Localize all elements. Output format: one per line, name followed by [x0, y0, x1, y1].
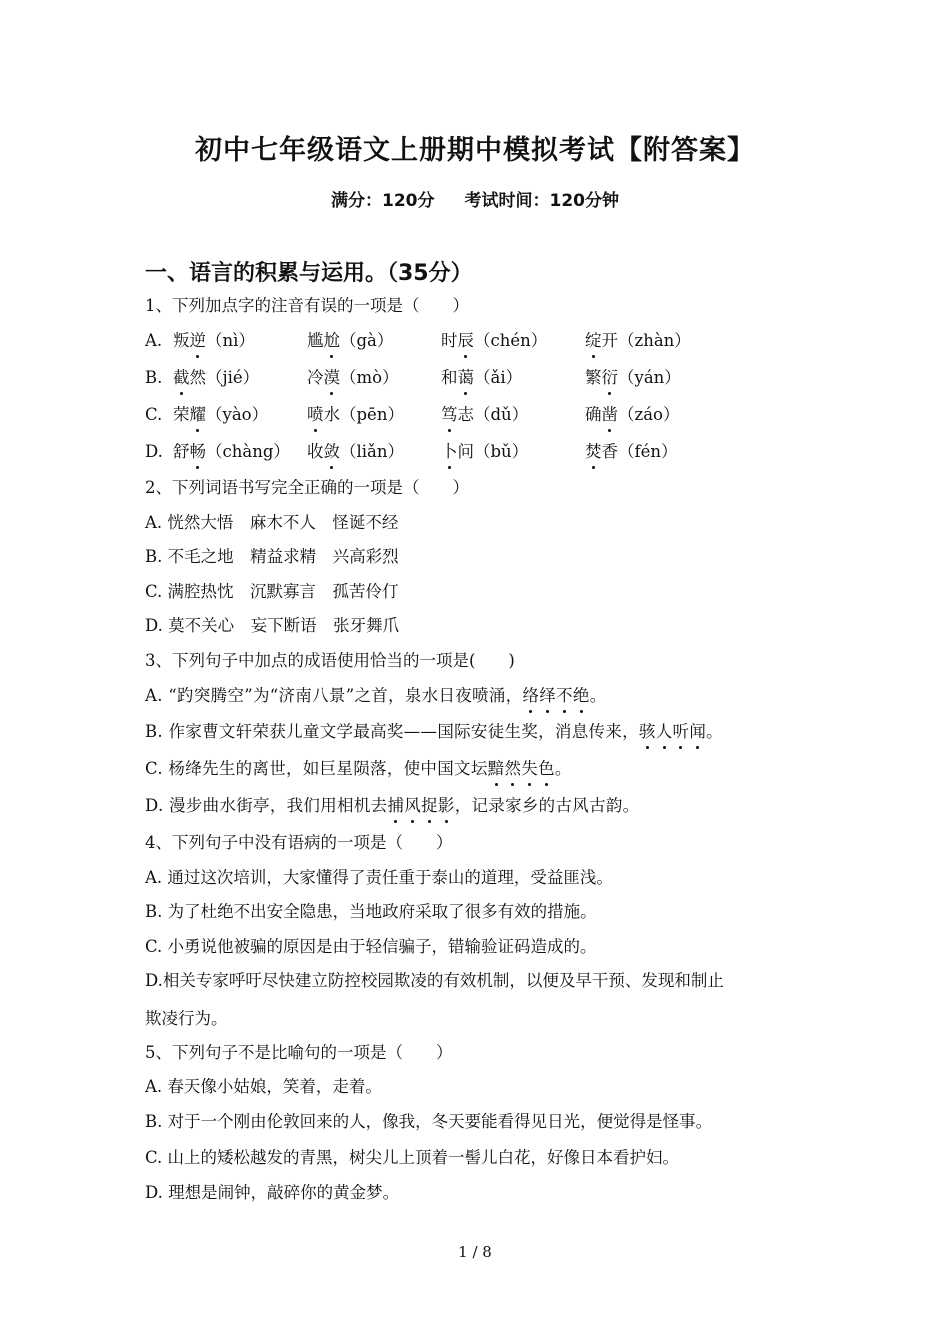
q2-stem: 2、下列词语书写完全正确的一项是（ ）: [145, 478, 469, 497]
item-text: 志（dǔ）: [457, 405, 529, 424]
item-text: 和: [441, 368, 458, 387]
q3-c-idiom: [488, 759, 555, 778]
item-text: 开（zhàn）: [601, 331, 691, 350]
item-text: （liǎn）: [340, 442, 405, 461]
dotted-char: 绎: [539, 684, 556, 708]
dotted-char: 听: [673, 720, 690, 744]
dotted-char: 凿: [602, 403, 619, 427]
dotted-char: 色: [538, 757, 555, 781]
dotted-char: 笃: [441, 403, 458, 427]
option-label: C.: [145, 405, 163, 424]
q5-option-b: B. 对于一个刚由伦敦回来的人，像我，冬天要能看得见日光，便觉得是怪事。: [145, 1112, 713, 1131]
dotted-char: 衍: [602, 366, 619, 390]
q2-option-d: D. 莫不关心 妄下断语 张牙舞爪: [145, 616, 400, 635]
q3-d-text: D. 漫步曲水街亭，我们用相机去: [145, 796, 388, 815]
dotted-char: 敛: [324, 440, 341, 464]
pinyin-item: [173, 329, 255, 353]
dotted-char: 焚: [585, 440, 602, 464]
q5-option-c: C. 山上的矮松越发的青黑，树尖儿上顶着一髻儿白花，好像日本看护妇。: [145, 1148, 680, 1167]
item-text: 尴: [307, 331, 324, 350]
item-text: 然（jié）: [189, 368, 260, 387]
dotted-char: 络: [522, 684, 539, 708]
item-text: 冷: [307, 368, 324, 387]
q5-stem: 5、下列句子不是比喻句的一项是（ ）: [145, 1043, 453, 1062]
q2-option-c: C. 满腔热忱 沉默寡言 孤苦伶仃: [145, 582, 399, 601]
item-text: 确: [585, 405, 602, 424]
q4-option-d: D.相关专家呼吁尽快建立防控校园欺凌的有效机制，以便及早干预、发现和制止: [145, 971, 724, 990]
item-text: （chén）: [474, 331, 548, 350]
q4-option-b: B. 为了杜绝不出安全隐患，当地政府采取了很多有效的措施。: [145, 902, 597, 921]
q3-a-idiom: [522, 686, 589, 705]
pinyin-item: [173, 440, 290, 464]
page-title: 初中七年级语文上册期中模拟考试【附答案】: [195, 135, 755, 166]
dotted-char: 畅: [190, 440, 207, 464]
pinyin-item: [173, 403, 268, 427]
pinyin-item: [585, 366, 681, 390]
q4-option-d-cont: 欺凌行为。: [145, 1009, 228, 1028]
dotted-char: 绝: [573, 684, 590, 708]
dotted-char: 失: [521, 757, 538, 781]
item-text: （gà）: [340, 331, 394, 350]
exam-time: 考试时间：120分钟: [464, 191, 619, 211]
dotted-char: 逆: [190, 329, 207, 353]
item-text: 时: [441, 331, 458, 350]
dotted-char: 黯: [488, 757, 505, 781]
dotted-char: 骇: [639, 720, 656, 744]
dotted-char: 绽: [585, 329, 602, 353]
q3-d-idiom: [387, 796, 454, 815]
dotted-char: 然: [504, 757, 521, 781]
dotted-char: 闻: [689, 720, 706, 744]
q2-option-b: B. 不毛之地 精益求精 兴高彩烈: [145, 547, 399, 566]
item-text: 繁: [585, 368, 602, 387]
item-text: 舒: [173, 442, 190, 461]
item-text: （chàng）: [206, 442, 290, 461]
full-score: 满分：120分: [331, 191, 435, 211]
pinyin-item: [173, 366, 259, 390]
q3-c-end: 。: [554, 759, 572, 778]
pinyin-item: [441, 403, 528, 427]
item-text: 叛: [173, 331, 190, 350]
pinyin-item: [307, 403, 404, 427]
q3-option-c: [145, 757, 572, 781]
option-label: D.: [145, 442, 163, 461]
q3-b-text: B. 作家曹文轩荣获儿童文学最高奖——国际安徒生奖，消息传来，: [145, 722, 639, 741]
dotted-char: 不: [556, 684, 573, 708]
item-text: （mò）: [340, 368, 399, 387]
q5-option-d: D. 理想是闹钟，敲碎你的黄金梦。: [145, 1183, 400, 1202]
pinyin-item: [441, 440, 528, 464]
dotted-char: 风: [404, 794, 421, 818]
q5-option-a: A. 春天像小姑娘，笑着，走着。: [145, 1077, 382, 1096]
q3-option-d: [145, 794, 640, 818]
exam-info: [0, 186, 950, 211]
pinyin-item: [307, 366, 399, 390]
q3-b-idiom: [639, 722, 706, 741]
q3-b-end: 。: [706, 722, 723, 741]
pinyin-item: [441, 366, 522, 390]
pinyin-item: [441, 329, 547, 353]
item-text: （ǎi）: [474, 368, 523, 387]
dotted-char: 喷: [307, 403, 324, 427]
pinyin-item: [585, 440, 678, 464]
dotted-char: 卜: [441, 440, 458, 464]
q3-c-text: C. 杨绛先生的离世，如巨星陨落，使中国文坛: [145, 759, 488, 778]
q3-a-text: A. “趵突腾空”为“济南八景”之首，泉水日夜喷涌，: [145, 686, 523, 705]
dotted-char: 捕: [387, 794, 404, 818]
dotted-char: 影: [438, 794, 455, 818]
q3-d-end: ，记录家乡的古风古韵。: [454, 796, 640, 815]
option-label: A.: [145, 331, 163, 350]
q4-stem: 4、下列句子中没有语病的一项是（ ）: [145, 833, 453, 852]
q4-option-a: A. 通过这次培训，大家懂得了责任重于泰山的道理，受益匪浅。: [145, 868, 613, 887]
item-text: 荣: [173, 405, 190, 424]
page-number: 1 / 8: [458, 1243, 492, 1261]
item-text: 香（fén）: [601, 442, 678, 461]
q1-stem: 1、下列加点字的注音有误的一项是（ ）: [145, 296, 469, 315]
q3-option-a: [145, 684, 607, 708]
dotted-char: 捉: [421, 794, 438, 818]
dotted-char: 辰: [458, 329, 475, 353]
q3-stem: 3、下列句子中加点的成语使用恰当的一项是( ): [145, 651, 515, 670]
item-text: 水（pēn）: [323, 405, 404, 424]
dotted-char: 截: [173, 366, 190, 390]
q4-option-c: C. 小勇说他被骗的原因是由于轻信骗子，错输验证码造成的。: [145, 937, 597, 956]
q3-option-b: [145, 720, 723, 744]
item-text: （nì）: [206, 331, 255, 350]
pinyin-item: [307, 440, 404, 464]
q3-a-end: 。: [589, 686, 607, 705]
dotted-char: 耀: [190, 403, 207, 427]
pinyin-item: [585, 403, 679, 427]
section-heading: 一、语言的积累与运用。（35分）: [145, 261, 473, 286]
item-text: （záo）: [618, 405, 680, 424]
pinyin-item: [307, 329, 393, 353]
item-text: （yào）: [206, 405, 269, 424]
pinyin-item: [585, 329, 691, 353]
item-text: （yán）: [618, 368, 681, 387]
dotted-char: 漠: [324, 366, 341, 390]
dotted-char: 人: [656, 720, 673, 744]
dotted-char: 尬: [324, 329, 341, 353]
dotted-char: 蔼: [458, 366, 475, 390]
option-label: B.: [145, 368, 163, 387]
item-text: 收: [307, 442, 324, 461]
item-text: 问（bǔ）: [457, 442, 529, 461]
q2-option-a: A. 恍然大悟 麻木不人 怪诞不经: [145, 513, 399, 532]
